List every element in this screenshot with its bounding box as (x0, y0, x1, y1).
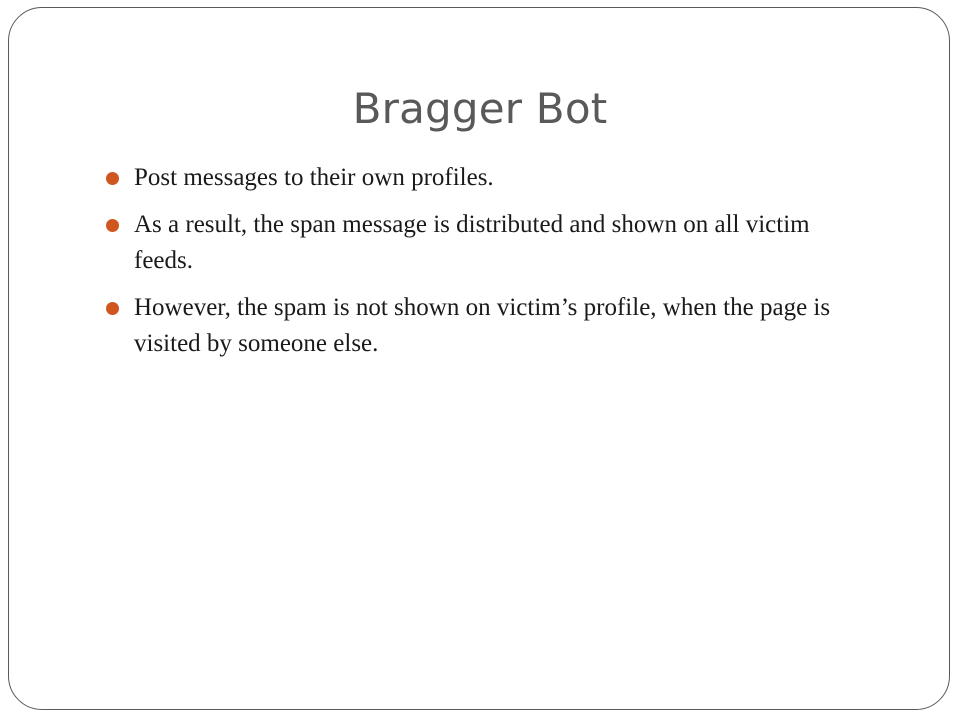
bullet-dot-icon (106, 172, 119, 185)
bullet-item (106, 290, 866, 362)
bullet-dot-icon (106, 219, 119, 232)
bullet-text: As a result, the span message is distributed and shown on all victim feeds. (134, 211, 810, 274)
bullet-text: Post messages to their own profiles. (134, 164, 494, 191)
bullet-text: However, the spam is not shown on victim’s profile, when the page is visited by someone else. (134, 294, 831, 357)
bullet-item (106, 207, 866, 279)
bullet-dot-icon (106, 302, 119, 315)
slide-title: Bragger Bot (352, 84, 608, 133)
bullet-item (106, 160, 866, 196)
bullet-list (106, 160, 866, 373)
